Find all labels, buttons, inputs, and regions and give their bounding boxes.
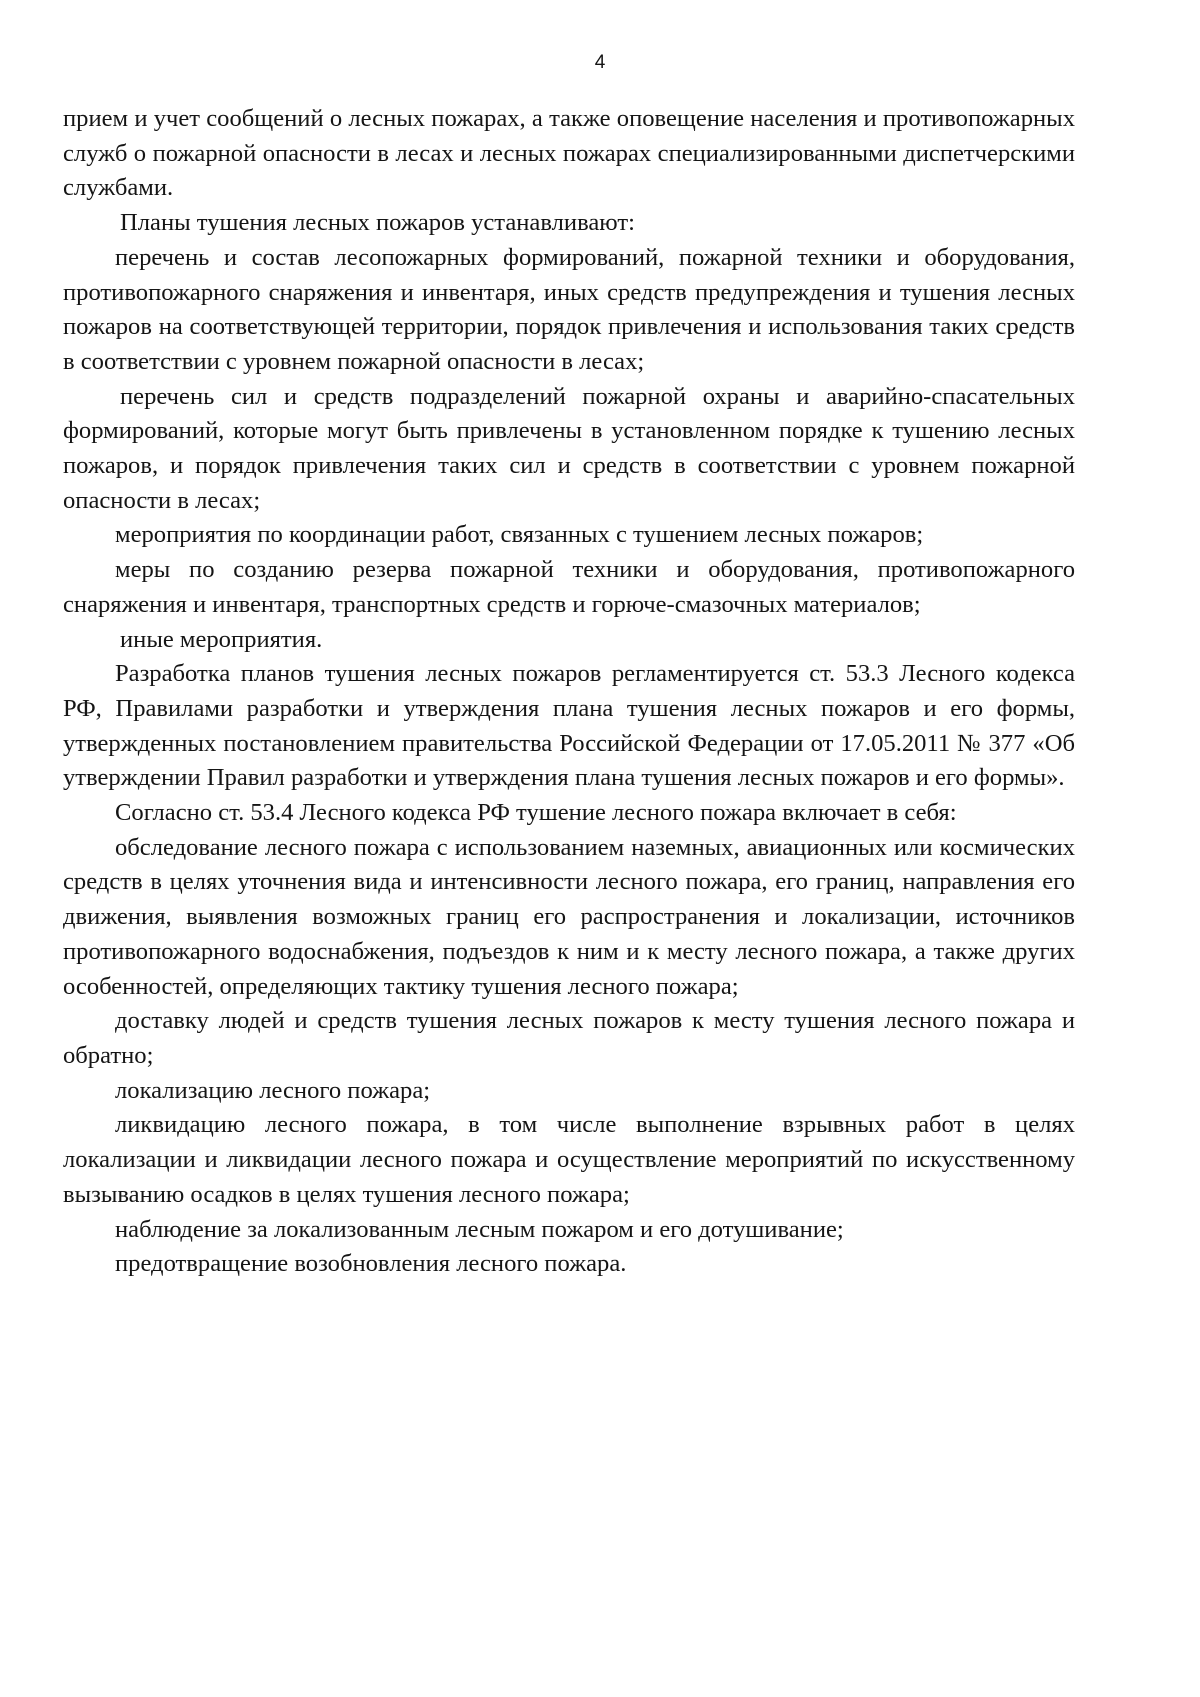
list-item-other-measures: иные мероприятия. [120, 625, 323, 653]
document-body [63, 102, 1075, 1282]
list-item-fire-protection-forces: перечень сил и средств подразделений пожарной охраны и аварийно-спасательных формирований, которые могут быть привлечены в установленном порядке к тушению лесных пожаров, и порядок привлечения таких сил и средств в соответствии с уровнем пожарной опасности в лесах; [63, 382, 1075, 514]
list-item-reserve-measures: меры по созданию резерва пожарной техники и оборудования, противопожарного снаряжения и инвентаря, транспортных средств и горюче-смазочных материалов; [63, 556, 1075, 618]
list-item-survey: обследование лесного пожара с использованием наземных, авиационных или космических средств в целях уточнения вида и интенсивности лесного пожара, его границ, направления его движения, выявления возможных границ его распространения и локализации, источников противопожарного водоснабжения, подъездов к ним и к месту лесного пожара, а также других особенностей, определяющих тактику тушения лесного пожара; [63, 833, 1075, 1000]
list-item-observation: наблюдение за локализованным лесным пожаром и его дотушивание; [115, 1215, 844, 1243]
list-item-localization: локализацию лесного пожара; [115, 1076, 431, 1104]
paragraph-regulation: Разработка планов тушения лесных пожаров регламентируется ст. 53.3 Лесного кодекса РФ, Правилами разработки и утверждения плана тушения лесных пожаров и его формы, утвержденных постановлением правительства Российской Федерации от 17.05.2011 № 377 «Об утверждении Правил разработки и утверждения плана тушения лесных пожаров и его формы». [63, 660, 1075, 792]
list-item-formations-list: перечень и состав лесопожарных формирований, пожарной техники и оборудования, противопожарного снаряжения и инвентаря, иных средств предупреждения и тушения лесных пожаров на соответствующей территории, порядок привлечения и использования таких средств в соответствии с уровнем пожарной опасности в лесах; [63, 243, 1075, 375]
paragraph-plans-establish: Планы тушения лесных пожаров устанавливают: [120, 209, 635, 237]
list-item-prevention: предотвращение возобновления лесного пожара. [115, 1250, 627, 1278]
paragraph-extinguishing-includes: Согласно ст. 53.4 Лесного кодекса РФ тушение лесного пожара включает в себя: [115, 799, 957, 827]
page-number: 4 [594, 52, 606, 73]
list-item-coordination: мероприятия по координации работ, связанных с тушением лесных пожаров; [115, 521, 924, 549]
list-item-liquidation: ликвидацию лесного пожара, в том числе выполнение взрывных работ в целях локализации и ликвидации лесного пожара и осуществление мероприятий по искусственному вызыванию осадков в целях тушения лесного пожара; [63, 1111, 1075, 1208]
paragraph-notification-continuation: прием и учет сообщений о лесных пожарах, а также оповещение населения и противопожарных служб о пожарной опасности в лесах и лесных пожарах специализированными диспетчерскими службами. [63, 105, 1075, 202]
list-item-delivery: доставку людей и средств тушения лесных пожаров к месту тушения лесного пожара и обратно; [63, 1007, 1075, 1069]
